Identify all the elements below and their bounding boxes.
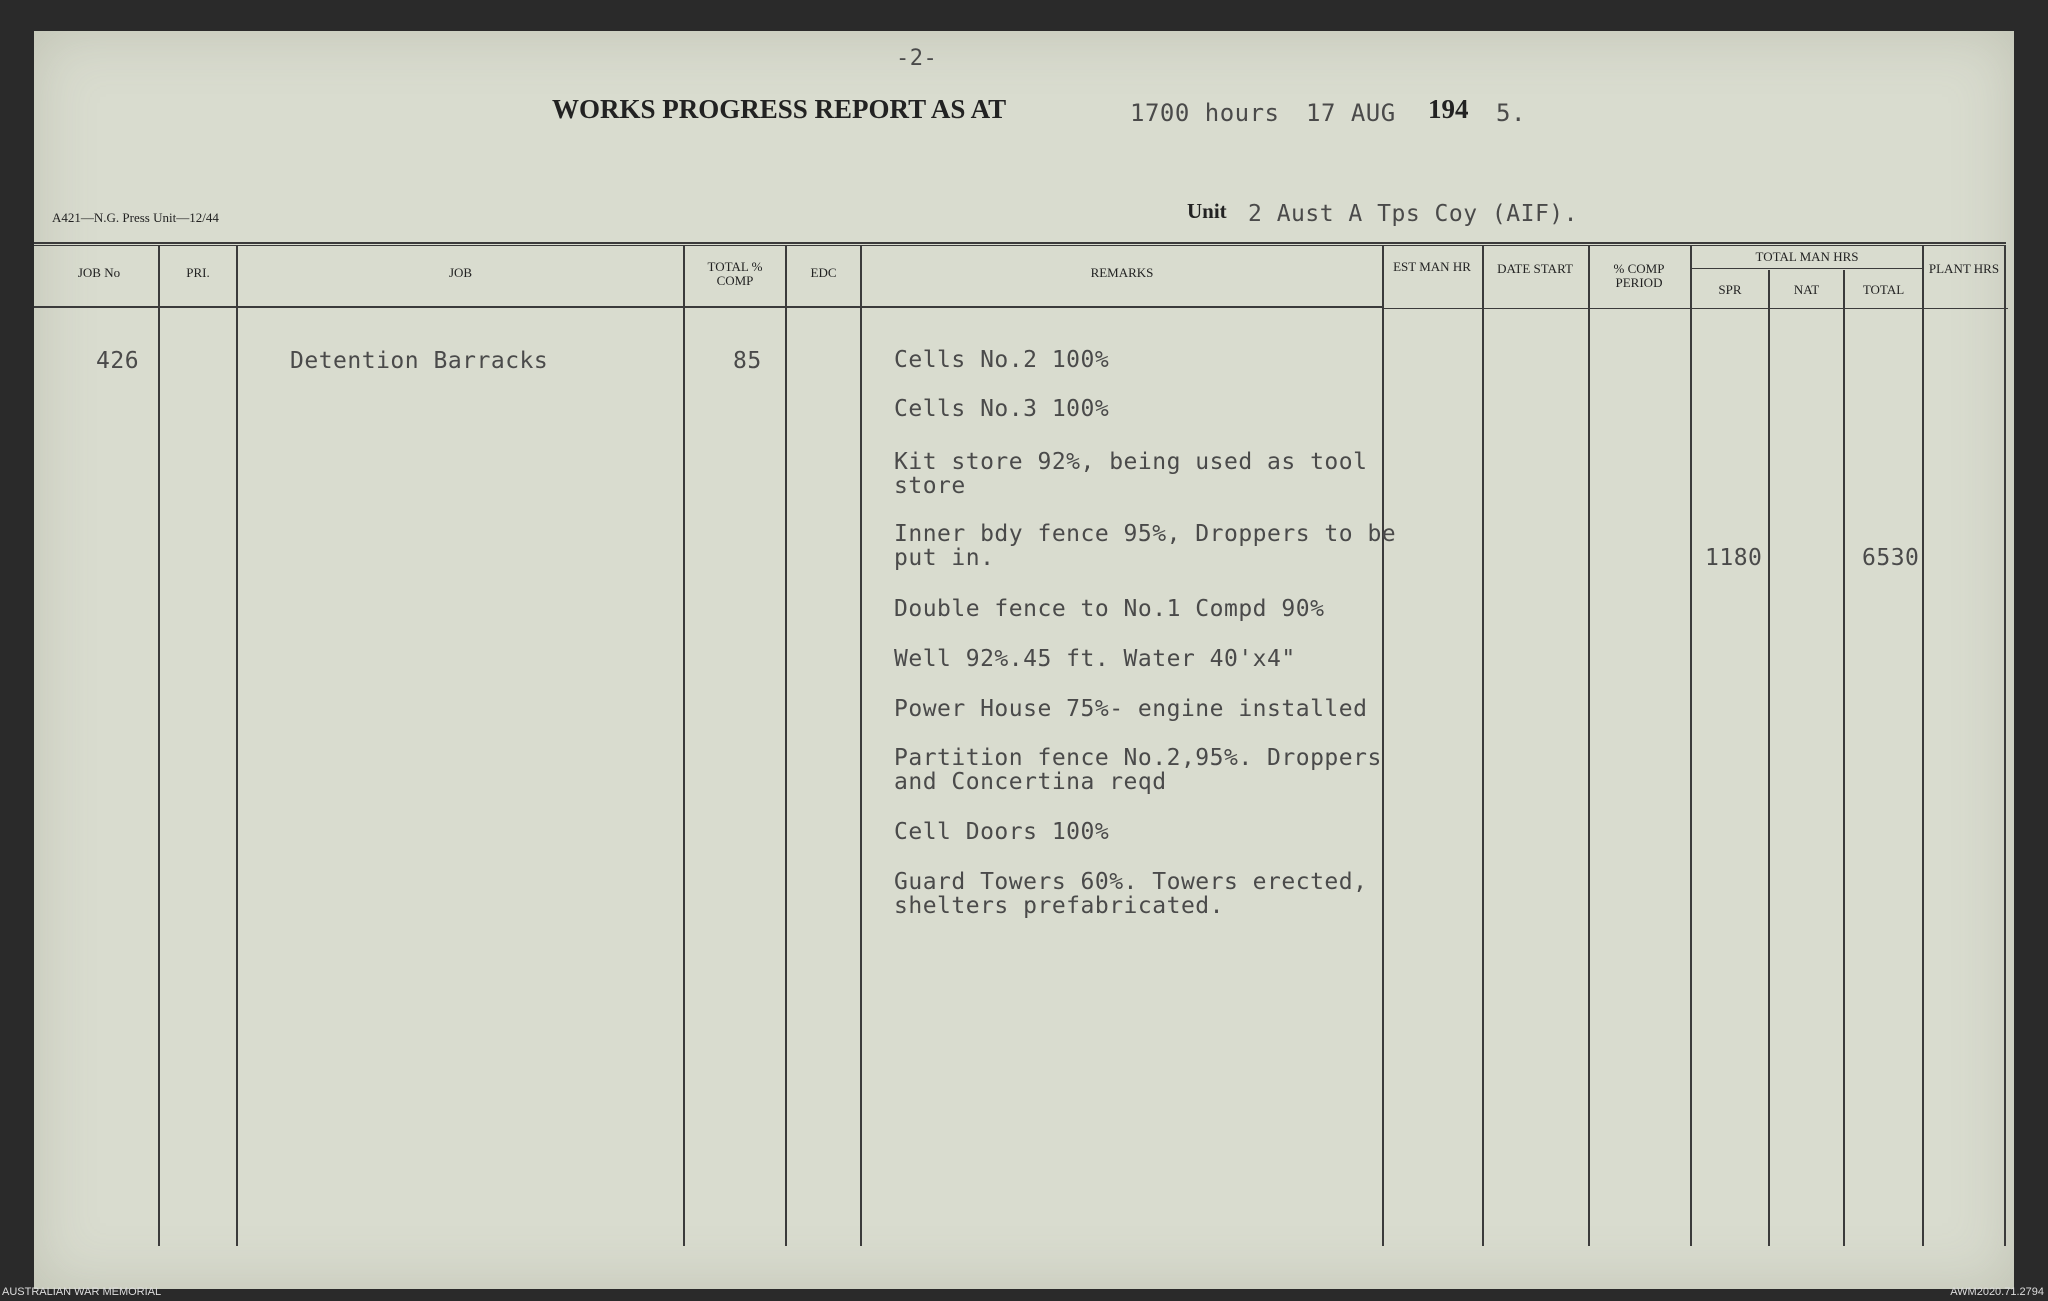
header-est-man-hr: EST MAN HR — [1393, 259, 1471, 274]
job-number: 426 — [96, 348, 140, 374]
unit-label: Unit — [1187, 199, 1227, 223]
header-nat: NAT — [1793, 282, 1820, 297]
header-date-start: DATE START — [1497, 261, 1573, 276]
remark-item: Well 92%.45 ft. Water 40'x4" — [894, 646, 1296, 672]
header-total-man-hrs: TOTAL MAN HRS — [1755, 249, 1859, 264]
header-plant-hrs: PLANT HRS — [1928, 261, 2000, 276]
total-comp-value: 85 — [733, 348, 762, 374]
archive-reference: AWM2020.71.2794 — [1950, 1286, 2044, 1298]
remark-item: Double fence to No.1 Compd 90% — [894, 596, 1325, 622]
report-time: 1700 hours — [1130, 99, 1280, 127]
page-number: -2- — [896, 46, 938, 71]
header-pri: PRI. — [186, 265, 210, 280]
header-edc: EDC — [810, 265, 837, 280]
header-job-no: JOB No — [77, 265, 121, 280]
report-date: 17 AUG — [1306, 99, 1396, 127]
remark-item: Guard Towers 60%. Towers erected, shelters prefabricated. — [894, 869, 1368, 919]
remark-item: Inner bdy fence 95%, Droppers to be put in. — [894, 521, 1397, 571]
remark-item: Partition fence No.2,95%. Droppers and Concertina reqd — [894, 745, 1382, 795]
remark-item: Kit store 92%, being used as tool store — [894, 449, 1368, 499]
remark-item: Cells No.3 100% — [894, 396, 1110, 422]
remark-item: Cells No.2 100% — [894, 347, 1110, 373]
header-spr: SPR — [1718, 282, 1742, 297]
header-comp-period: % COMP PERIOD — [1613, 261, 1665, 290]
report-year-typed: 5. — [1496, 99, 1526, 127]
header-total-comp: TOTAL % COMP — [707, 259, 763, 288]
form-code: A421—N.G. Press Unit—12/44 — [52, 210, 219, 225]
remark-item: Power House 75%- engine installed — [894, 696, 1368, 722]
job-name: Detention Barracks — [290, 348, 549, 374]
unit-value: 2 Aust A Tps Coy (AIF). — [1248, 201, 1578, 227]
header-job: JOB — [448, 265, 473, 280]
header-total: TOTAL — [1862, 282, 1905, 297]
spr-value: 1180 — [1705, 545, 1763, 571]
report-year-printed: 194 — [1428, 94, 1469, 124]
remark-item: Cell Doors 100% — [894, 819, 1110, 845]
header-remarks: REMARKS — [1090, 265, 1154, 280]
archive-credit: AUSTRALIAN WAR MEMORIAL — [2, 1286, 162, 1298]
report-title: WORKS PROGRESS REPORT AS AT — [552, 94, 1007, 124]
total-value: 6530 — [1862, 545, 1920, 571]
